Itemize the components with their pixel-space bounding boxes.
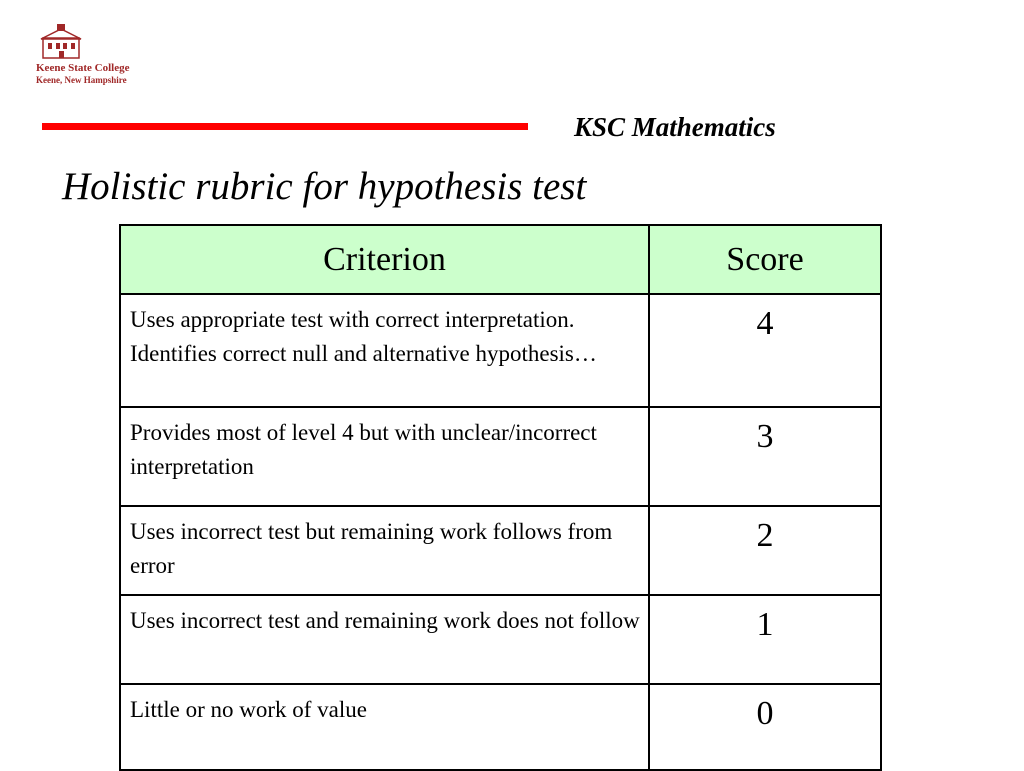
college-location: Keene, New Hampshire <box>36 75 127 85</box>
college-logo <box>36 24 166 86</box>
college-building-icon <box>40 24 82 60</box>
rubric-row-level-2 <box>120 506 881 595</box>
college-name: Keene State College <box>36 62 130 74</box>
rubric-row-level-4 <box>120 294 881 407</box>
criterion-cell: Uses incorrect test but remaining work follows from error <box>120 506 649 595</box>
score-cell: 3 <box>649 407 881 506</box>
score-cell: 4 <box>649 294 881 407</box>
criterion-header: Criterion <box>120 225 649 294</box>
rubric-table <box>119 224 882 771</box>
criterion-cell: Provides most of level 4 but with unclear/incorrect interpretation <box>120 407 649 506</box>
rubric-header-row <box>120 225 881 294</box>
score-cell: 2 <box>649 506 881 595</box>
rubric-row-level-0 <box>120 684 881 770</box>
score-cell: 0 <box>649 684 881 770</box>
rubric-row-level-1 <box>120 595 881 684</box>
score-cell: 1 <box>649 595 881 684</box>
rubric-row-level-3 <box>120 407 881 506</box>
score-header: Score <box>649 225 881 294</box>
slide-title: Holistic rubric for hypothesis test <box>62 165 587 208</box>
accent-rule <box>42 123 528 130</box>
criterion-cell: Uses appropriate test with correct interpretation. Identifies correct null and alternative hypothesis… <box>120 294 649 407</box>
criterion-cell: Uses incorrect test and remaining work does not follow <box>120 595 649 684</box>
department-name: KSC Mathematics <box>574 112 776 142</box>
criterion-cell: Little or no work of value <box>120 684 649 770</box>
